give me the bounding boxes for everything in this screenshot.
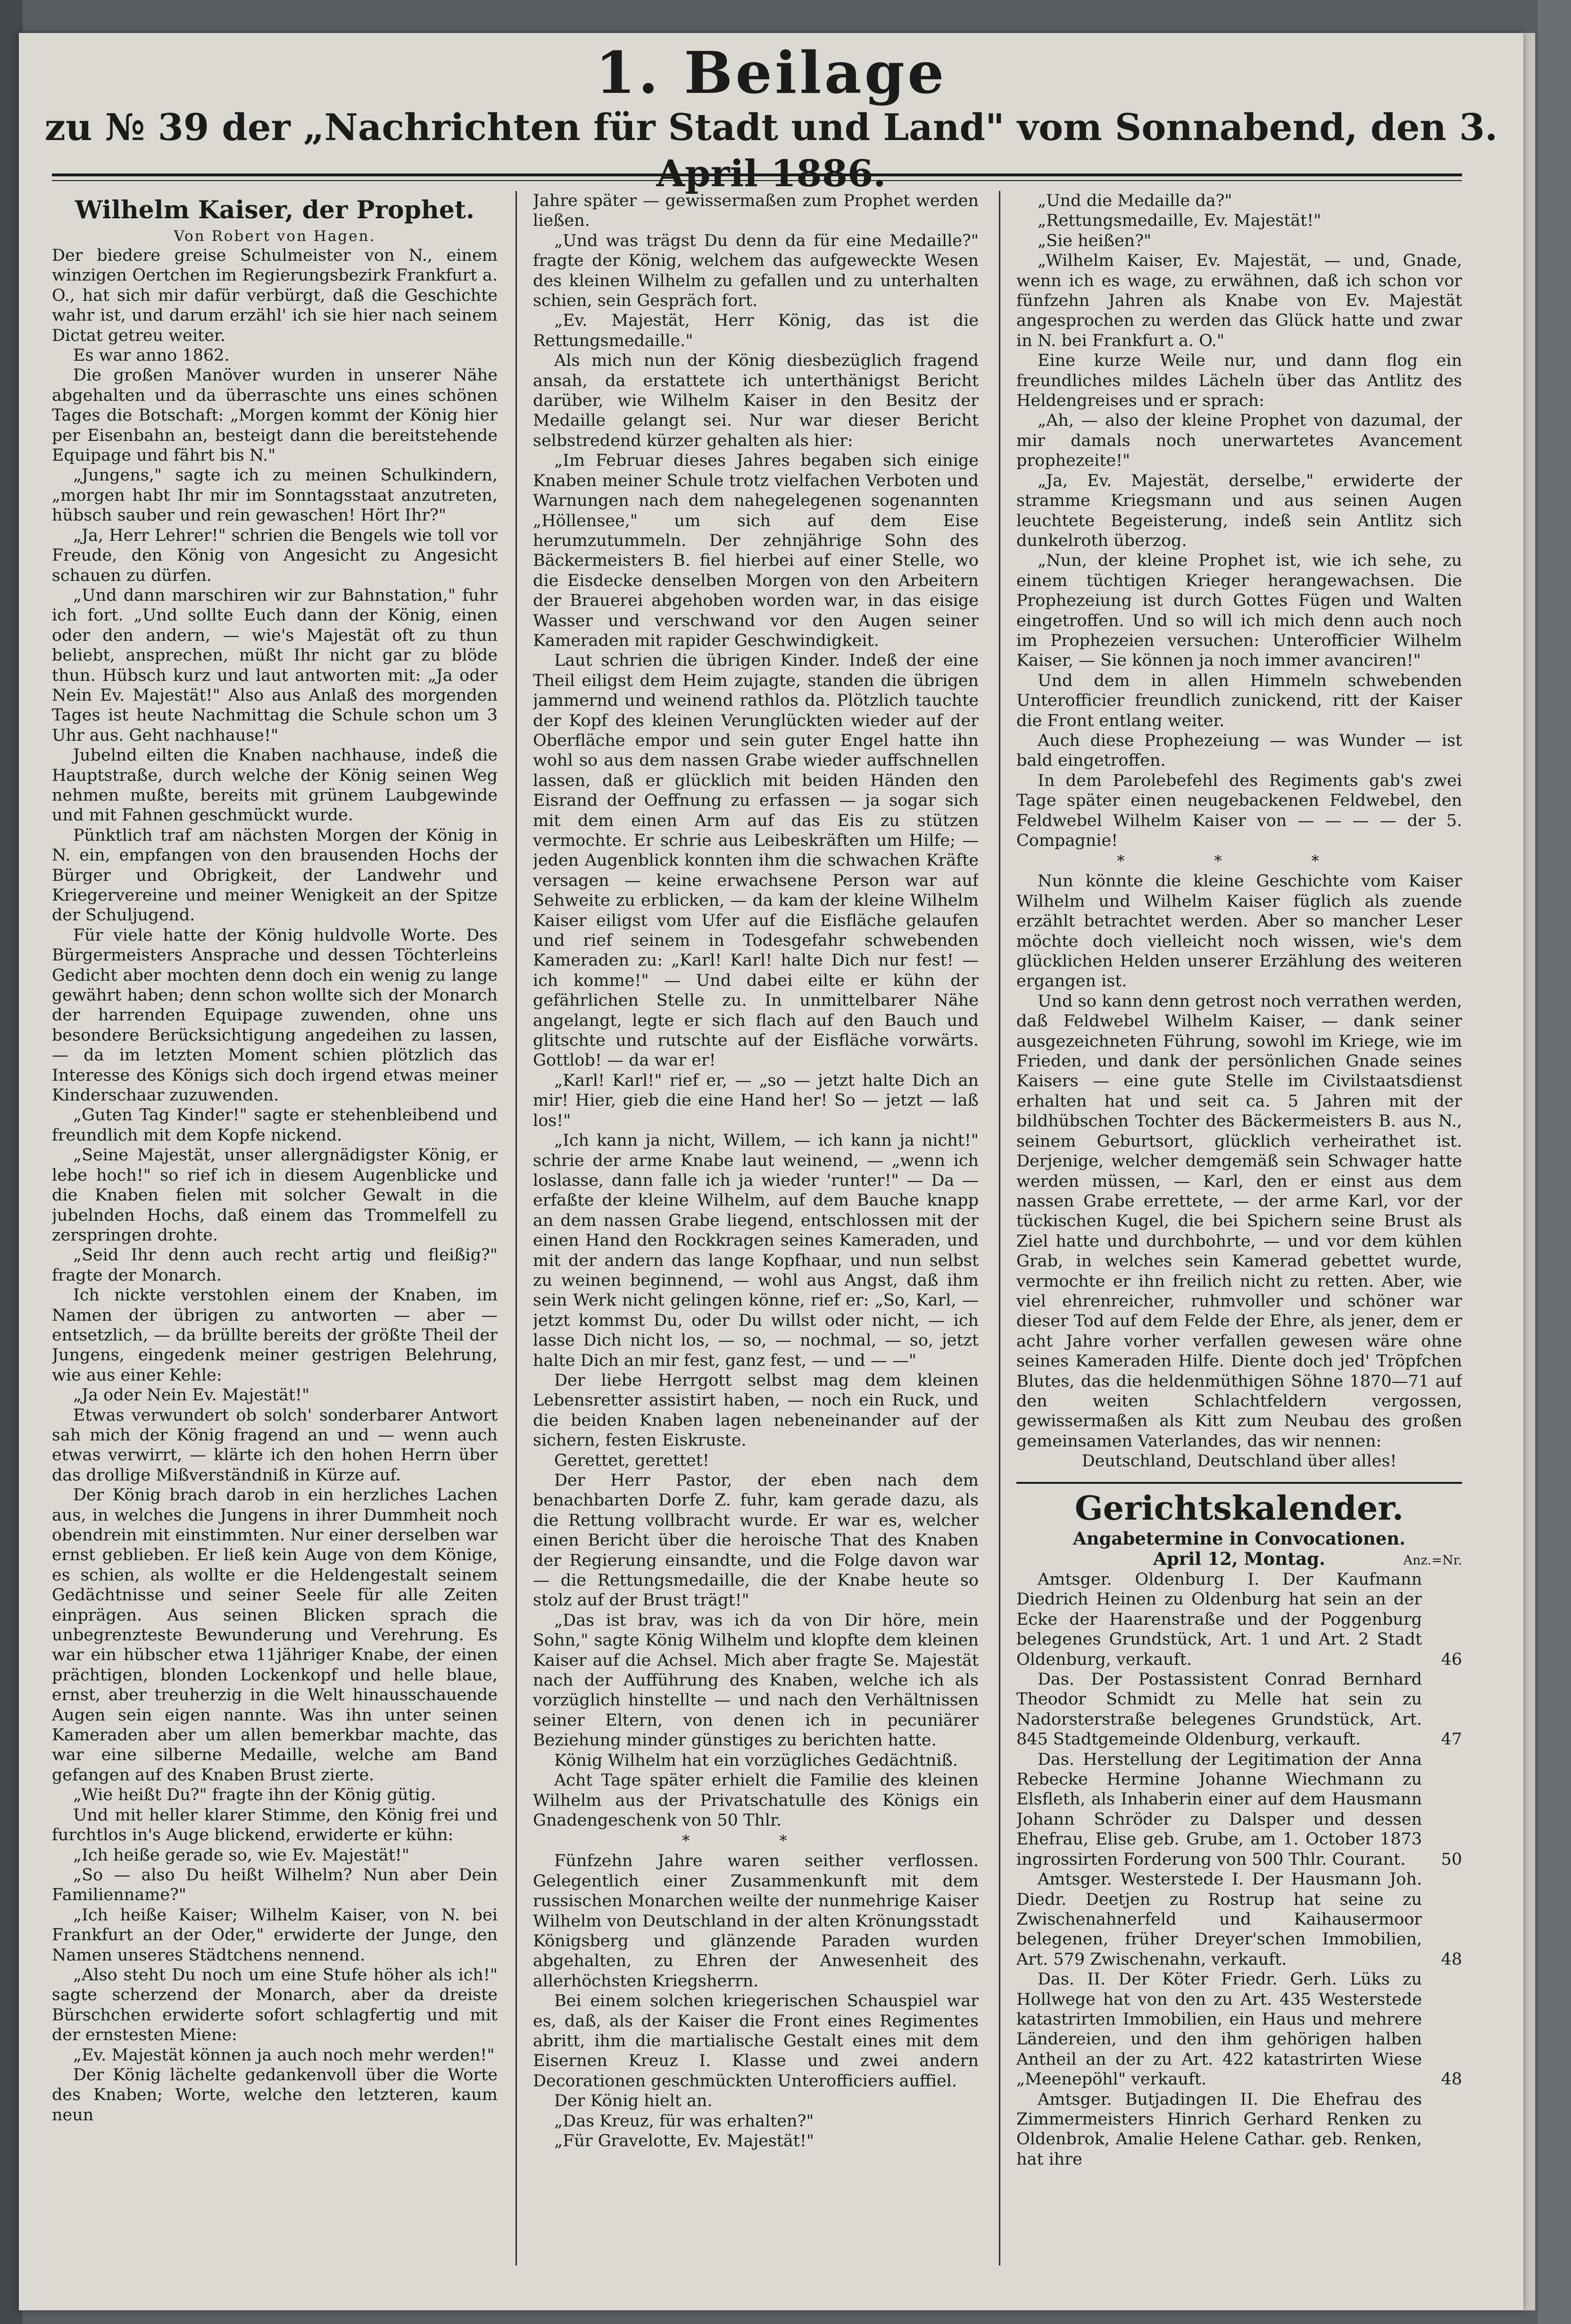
section-separator-stars: * * bbox=[682, 1832, 830, 1850]
paragraph: „Sie heißen?" bbox=[1038, 231, 1152, 250]
paragraph: Die großen Manöver wurden in unserer Nähe abgehalten und da überraschte uns eines schönen Tages die Botschaft: „Morgen kommt der König hier per Eisenbahn an, besteigt dann die bereitstehende Equipage und fährt bis N." bbox=[52, 366, 498, 465]
paragraph: Für viele hatte der König huldvolle Worte. Des Bürgermeisters Ansprache und dessen Töchterleins Gedicht aber mochten denn doch ein wenig zu lange gewährt haben; denn schon wollte sich der Monarch der harrenden Equipage zuwenden, ohne uns besondere Berücksichtigung angedeihen zu lassen, — da im letzten Moment schien plötzlich das Interesse des Königs sich doch irgend etwas meiner Kinderschaar zuzuwenden. bbox=[52, 926, 498, 1105]
supplement-subtitle: zu № 39 der „Nachrichten für Stadt und Land" vom Sonnabend, den 3. April 1886. bbox=[44, 106, 1498, 195]
paragraph: In dem Parolebefehl des Regiments gab's zwei Tage später einen neugebackenen Feldwebel, den Feldwebel Wilhelm Kaiser von — — — — der 5. Compagnie! bbox=[1016, 771, 1462, 850]
column-divider bbox=[515, 191, 517, 2266]
header-rule-thick bbox=[52, 174, 1462, 176]
court-entry-number: 47 bbox=[1441, 1730, 1462, 1749]
paragraph: Bei einem solchen kriegerischen Schauspiel war es, daß, als der Kaiser die Front eines Regimentes abritt, ihm die martialische Gestalt eines mit dem Eisernen Kreuz I. Klasse und zwei andern Decorationen geschmückten Unterofficiers auffiel. bbox=[533, 1992, 979, 2091]
header-rule-thin bbox=[52, 180, 1462, 181]
newspaper-page bbox=[19, 33, 1523, 2310]
paragraph: „Guten Tag Kinder!" sagte er stehenbleibend und freundlich mit dem Kopfe nickend. bbox=[52, 1106, 498, 1145]
supplement-title: 1. Beilage bbox=[595, 39, 947, 107]
page-edge bbox=[1523, 33, 1535, 2310]
paragraph: „Und dann marschiren wir zur Bahnstation," fuhr ich fort. „Und sollte Euch dann der König, einen oder den andern, — wie's Majestät oft zu thun beliebt, ansprechen, müßt Ihr nicht gar zu blöde thun. Hübsch kurz und laut antworten mit: „Ja oder Nein Ev. Majestät!" Also aus Anlaß des morgenden Tages ist heute Nachmittag die Schule schon um 3 Uhr aus. Geht nachhause!" bbox=[52, 586, 498, 745]
section-separator-stars: * * * bbox=[1117, 852, 1362, 870]
paragraph: Laut schrien die übrigen Kinder. Indeß der eine Theil eiligst dem Heim zujagte, standen die übrigen jammernd und weinend rathlos da. Plötzlich tauchte der Kopf des kleinen Verunglückten wieder auf der Oberfläche empor und sein guter Engel hatte ihn wohl so aus dem nassen Grabe wieder auffschnellen lassen, daß er glücklich mit beiden Händen den Eisrand der Oeffnung zu erfassen — ja sogar sich mit dem einen Arm auf das Eis zu stützen vermochte. Er schrie aus Leibeskräften um Hilfe; — jeden Augenblick konnten ihm die schwachen Kräfte versagen — keine erwachsene Person war auf Sehweite zu erblicken, — da kam der kleine Wilhelm Kaiser eiligst vom Ufer auf die Eisfläche gelaufen und rief seinem in Todesgefahr schwebenden Kameraden zu: „Karl! Karl! halte Dich nur fest! — ich komme!" — Und dabei eilte er kühn der gefährlichen Stelle zu. In unmittelbarer Nähe angelangt, legte er sich flach auf den Bauch und glitschte und rutschte auf der Eisfläche vorwärts. Gottlob! — da war er! bbox=[533, 651, 979, 1070]
paragraph: Ich nickte verstohlen einem der Knaben, im Namen der übrigen zu antworten — aber — entsetzlich, — da brüllte bereits der größte Theil der Jungens, eingedenk meiner gestrigen Belehrung, wie aus einer Kehle: bbox=[52, 1286, 498, 1385]
court-entry bbox=[1016, 2090, 1462, 2170]
section-rule bbox=[1016, 1482, 1462, 1484]
paragraph: Der König hielt an. bbox=[554, 2092, 713, 2111]
paragraph: „Und was trägst Du denn da für eine Medaille?" fragte der König, welchem das aufgeweckte Wesen des kleinen Wilhelm zu gefallen und zu unterhalten schien, sein Gespräch fort. bbox=[533, 231, 979, 311]
paragraph: „Ja, Ev. Majestät, derselbe," erwiderte der stramme Kriegsmann und aus seinen Augen leuchtete Begeisterung, indeß sein Antlitz sich dunkelroth überzog. bbox=[1016, 471, 1462, 550]
court-entry bbox=[1016, 1750, 1462, 1869]
paragraph: Pünktlich traf am nächsten Morgen der König in N. ein, empfangen von den brausenden Hochs der Bürger und Obrigkeit, der Landwehr und Kriegervereine und meiner Wenigkeit an der Spitze der Schuljugend. bbox=[52, 826, 498, 925]
court-entry-text: Amtsger. Westerstede I. Der Hausmann Joh. Diedr. Deetjen zu Rostrup hat seine zu Zwischenahnerfeld und Kaihausermoor belegenen, früher Dreyer'schen Immobilien, Art. 579 Zwischenahn, verkauft. bbox=[1016, 1870, 1422, 1969]
court-entry-number: 50 bbox=[1441, 1850, 1462, 1869]
paragraph: Etwas verwundert ob solch' sonderbarer Antwort sah mich der König fragend an und — wenn auch etwas verwirrt, — klärte ich den hohen Herrn über das drollige Mißverständniß in Kürze auf. bbox=[52, 1406, 498, 1485]
paragraph: Und dem in allen Himmeln schwebenden Unterofficier freundlich zunickend, ritt der Kaiser die Front entlang weiter. bbox=[1016, 671, 1462, 730]
column-3 bbox=[1016, 191, 1462, 2275]
gerichtskalender-date: April 12, Montag. bbox=[1153, 1548, 1325, 1569]
paragraph: Der liebe Herrgott selbst mag dem kleinen Lebensretter assistirt haben, — noch ein Ruck, und die beiden Knaben lagen nebeneinander auf der sichern, festen Eiskruste. bbox=[533, 1371, 979, 1450]
scan-right-background bbox=[1538, 0, 1571, 2324]
paragraph: Nun könnte die kleine Geschichte vom Kaiser Wilhelm und Wilhelm Kaiser füglich als zuende erzählt betrachtet werden. Aber so mancher Leser möchte doch vielleicht noch wissen, wie's dem glücklichen Helden unserer Erzählung des weiteren ergangen ist. bbox=[1016, 872, 1462, 991]
anz-nr-label: Anz.=Nr. bbox=[1403, 1553, 1462, 1568]
closing-line: Deutschland, Deutschland über alles! bbox=[1081, 1452, 1397, 1471]
court-entry bbox=[1016, 1570, 1462, 1670]
gerichtskalender-title: Gerichtskalender. bbox=[1074, 1488, 1404, 1528]
paragraph: König Wilhelm hat ein vorzügliches Gedächtniß. bbox=[554, 1751, 958, 1770]
court-entry bbox=[1016, 1969, 1462, 2089]
paragraph: Und mit heller klarer Stimme, den König frei und furchtlos in's Auge blickend, erwiderte er kühn: bbox=[52, 1805, 498, 1845]
paragraph: Es war anno 1862. bbox=[73, 346, 230, 365]
paragraph: „Nun, der kleine Prophet ist, wie ich sehe, zu einem tüchtigen Krieger herangewachsen. Die Prophezeiung ist durch Gottes Fügen und Walten eingetroffen. Und so will ich mich denn auch noch im Prophezeien versuchen: Unterofficier Wilhelm Kaiser, — Sie können ja noch immer avanciren!" bbox=[1016, 551, 1462, 670]
paragraph: „Im Februar dieses Jahres begaben sich einige Knaben meiner Schule trotz vielfachen Verboten und Warnungen nach dem nahegelegenen sogenannten „Höllensee," um sich auf dem Eise herumzutummeln. Der zehnjährige Sohn des Bäckermeisters B. fiel hierbei auf einer Stelle, wo die Eisdecke denselben Morgen von den Arbeitern der Brauerei abgehoben worden war, in das eisige Wasser und verschwand vor den Augen seiner Kameraden mit rapider Geschwindigkeit. bbox=[533, 451, 979, 650]
paragraph: Jahre später — gewissermaßen zum Prophet werden ließen. bbox=[533, 191, 979, 231]
court-entry-number: 48 bbox=[1441, 2070, 1462, 2089]
paragraph: „Wilhelm Kaiser, Ev. Majestät, — und, Gnade, wenn ich es wage, zu erwähnen, daß ich schon vor fünfzehn Jahren als Knabe von Ev. Majestät angesprochen zu werden das Glück hatte und zwar in N. bei Frankfurt a. O." bbox=[1016, 251, 1462, 350]
article-title: Wilhelm Kaiser, der Prophet. bbox=[75, 196, 475, 224]
paragraph: „Ev. Majestät, Herr König, das ist die Rettungsmedaille." bbox=[533, 311, 979, 350]
paragraph: „Karl! Karl!" rief er, — „so — jetzt halte Dich an mir! Hier, gieb die eine Hand her! So — jetzt — laß los!" bbox=[533, 1071, 979, 1130]
court-entry bbox=[1016, 1670, 1462, 1750]
paragraph: Als mich nun der König diesbezüglich fragend ansah, da erstattete ich unterthänigst Bericht darüber, wie Wilhelm Kaiser in den Besitz der Medaille gelangt sei. Nur war dieser Bericht selbstredend kürzer gehalten als hier: bbox=[533, 351, 979, 450]
paragraph: „Ich heiße Kaiser; Wilhelm Kaiser, von N. bei Frankfurt an der Oder," erwiderte der Junge, den Namen unseres Städtchens nennend. bbox=[52, 1905, 498, 1965]
paragraph: Eine kurze Weile nur, und dann flog ein freundliches mildes Lächeln über das Antlitz des Heldengreises und er sprach: bbox=[1016, 351, 1462, 411]
court-entry bbox=[1016, 1869, 1462, 1969]
paragraph: „So — also Du heißt Wilhelm? Nun aber Dein Familienname?" bbox=[52, 1865, 498, 1905]
court-entry-text: Das. Der Postassistent Conrad Bernhard Theodor Schmidt zu Melle hat sein zu Nadorsterstraße belegenes Grundstück, Art. 845 Stadtgemeinde Oldenburg, verkauft. bbox=[1016, 1670, 1422, 1749]
paragraph: Der Herr Pastor, der eben nach dem benachbarten Dorfe Z. fuhr, kam gerade dazu, als die Rettung vollbracht wurde. Er war es, welcher einen Bericht über die heroische That des Knaben der Regierung einsandte, und die Folge davon war — die Rettungsmedaille, die der Knabe heute so stolz auf der Brust trägt!" bbox=[533, 1471, 979, 1610]
paragraph: Jubelnd eilten die Knaben nachhause, indeß die Hauptstraße, durch welche der König seinen Weg nehmen mußte, bereits mit grünem Laubgewinde und mit Fahnen geschmückt wurde. bbox=[52, 746, 498, 825]
paragraph: „Ja oder Nein Ev. Majestät!" bbox=[73, 1386, 310, 1405]
paragraph: Der biedere greise Schulmeister von N., einem winzigen Oertchen im Regierungsbezirk Frankfurt a. O., hat sich mir dafür verbürgt, daß die Geschichte wahr ist, und darum erzähl' ich sie hier nach seinem Dictat getreu weiter. bbox=[52, 246, 498, 345]
article-byline: Von Robert von Hagen. bbox=[174, 228, 376, 245]
court-entry-number: 46 bbox=[1441, 1650, 1462, 1669]
column-1 bbox=[52, 191, 498, 2275]
paragraph: Fünfzehn Jahre waren seither verflossen. Gelegentlich einer Zusammenkunft mit dem russischen Monarchen weilte der nunmehrige Kaiser Wilhelm von Deutschland in der alten Krönungsstadt Königsberg und glänzende Paraden wurden abgehalten, zu Ehren der Anwesenheit des allerhöchsten Kriegsherrn. bbox=[533, 1852, 979, 1991]
court-entry-number: 48 bbox=[1441, 1950, 1462, 1969]
paragraph: Der König brach darob in ein herzliches Lachen aus, in welches die Jungens in ihrer Dummheit noch obendrein mit einstimmten. Nur einer derselben war ernst geblieben. Er ließ kein Auge von dem Könige, es schien, als wollte er die Heldengestalt seinem Gedächtnisse und seiner Seele für alle Zeiten einprägen. Aus seinen Blicken sprach die unbegrenzteste Bewunderung und Verehrung. Es war ein hübscher etwa 11jähriger Knabe, der einen prächtigen, blonden Lockenkopf und helle blaue, ernst, aber treuherzig in die Welt hinausschauende Augen sein eigen nannte. Was ihn unter seinen Kameraden aber um allen bemerkbar machte, das war eine silberne Medaille, welche am Band gefangen auf des Knaben Brust zierte. bbox=[52, 1486, 498, 1785]
column-2 bbox=[533, 191, 979, 2275]
paragraph: „Wie heißt Du?" fragte ihn der König gütig. bbox=[73, 1786, 436, 1805]
paragraph: „Ich kann ja nicht, Willem, — ich kann ja nicht!" schrie der arme Knabe laut weinend, — „wenn ich loslasse, dann falle ich ja wieder 'runter!" — Da — erfaßte der kleine Wilhelm, auf dem Bauche knapp an dem nassen Grabe liegend, entschlossen mit der einen Hand den Rockkragen seines Kameraden, und mit der andern das lange Kopfhaar, und nun selbst zu weinen beginnend, — wohl aus Angst, daß ihm sein Werk nicht gelingen könne, rief er: „So, Karl, — jetzt kommst Du, oder Du willst oder nicht, — ich lasse Dich nicht los, — so, — nochmal, — so, jetzt halte Dich an mir fest, ganz fest, — und — —" bbox=[533, 1131, 979, 1370]
paragraph: Der König lächelte gedankenvoll über die Worte des Knaben; Worte, welche den letzteren, kaum neun bbox=[52, 2065, 498, 2125]
paragraph: Auch diese Prophezeiung — was Wunder — ist bald eingetroffen. bbox=[1016, 731, 1462, 770]
paragraph: „Jungens," sagte ich zu meinen Schulkindern, „morgen habt Ihr mir im Sonntagsstaat anzutreten, hübsch sauber und rein gewaschen! Hört Ihr?" bbox=[52, 466, 498, 525]
paragraph: „Ich heiße gerade so, wie Ev. Majestät!" bbox=[73, 1845, 409, 1865]
court-entry-text: Das. II. Der Köter Friedr. Gerh. Lüks zu Hollwege hat von den zu Art. 435 Westerstede katastrirten Immobilien, ein Haus und mehrere Ländereien, und den ihm gehörigen halben Antheil an der zu Art. 422 katastrirten Wiese „Meenepöhl" verkauft. bbox=[1016, 1970, 1422, 2089]
court-entry-text: Amtsger. Butjadingen II. Die Ehefrau des Zimmermeisters Hinrich Gerhard Renken zu Oldenbrok, Amalie Helene Cathar. geb. Renken, hat ihre bbox=[1016, 2090, 1422, 2169]
paragraph: „Ev. Majestät können ja auch noch mehr werden!" bbox=[73, 2045, 495, 2065]
gerichtskalender-date-row bbox=[1016, 1549, 1462, 1570]
paragraph: „Seid Ihr denn auch recht artig und fleißig?" fragte der Monarch. bbox=[52, 1246, 498, 1285]
paragraph: Und so kann denn getrost noch verrathen werden, daß Feldwebel Wilhelm Kaiser, — dank seiner ausgezeichneten Führung, sowohl im Kriege, wie im Frieden, und dank der persönlichen Gnade seines Kaisers — eine gute Stelle im Civilstaatsdienst erhalten hat und seit ca. 5 Jahren mit der bildhübschen Tochter des Bäckermeisters B. aus N., seinem Geburtsort, glücklich verheirathet ist. Derjenige, welcher demgemäß sein Schwager hatte werden müssen, — Karl, den er einst aus dem nassen Grabe errettete, — der arme Karl, vor der tückischen Kugel, die bei Spichern seine Brust als Ziel hatte und durchbohrte, — und vor dem kühlen Grab, in welches sein Kamerad gebettet wurde, vermochte er ihn freilich nicht zu retten. Aber, wie viel ehrenreicher, ruhmvoller und schöner war dieser Tod auf dem Felde der Ehre, als jener, dem er acht Jahre vorher verfallen gewesen wäre ohne seines Kameraden Hilfe. Diente doch jed' Tröpfchen Blutes, das die heldenmüthigen Söhne 1870—71 auf den weiten Schlachtfeldern vergossen, gewissermaßen als Kitt zum Neubau des großen gemeinsamen Vaterlandes, das wir nennen: bbox=[1016, 992, 1462, 1451]
paragraph: „Rettungsmedaille, Ev. Majestät!" bbox=[1038, 211, 1322, 231]
paragraph: „Seine Majestät, unser allergnädigster König, er lebe hoch!" so rief ich in diesem Augenblicke und die Knaben fielen mit solcher Gewalt in die jubelnden Hochs, daß einem das Trommelfell zu zerspringen drohte. bbox=[52, 1146, 498, 1245]
paragraph: „Für Gravelotte, Ev. Majestät!" bbox=[554, 2132, 815, 2150]
gerichtskalender-subtitle: Angabetermine in Convocationen. bbox=[1072, 1528, 1406, 1549]
paragraph: „Ja, Herr Lehrer!" schrien die Bengels wie toll vor Freude, den König von Angesicht zu Angesicht schauen zu dürfen. bbox=[52, 526, 498, 585]
paragraph: „Ah, — also der kleine Prophet von dazumal, der mir damals noch unerwartetes Avancement prophezeite!" bbox=[1016, 411, 1462, 471]
court-entry-text: Amtsger. Oldenburg I. Der Kaufmann Diedrich Heinen zu Oldenburg hat sein an der Ecke der Haarenstraße und der Poggenburg belegenes Grundstück, Art. 1 und Art. 2 Stadt Oldenburg, verkauft. bbox=[1016, 1570, 1422, 1669]
paragraph: Gerettet, gerettet! bbox=[554, 1451, 709, 1470]
paragraph: „Und die Medaille da?" bbox=[1038, 191, 1232, 210]
paragraph: „Das ist brav, was ich da von Dir höre, mein Sohn," sagte König Wilhelm und klopfte dem kleinen Kaiser auf die Achsel. Mich aber fragte Se. Majestät nach der Aufführung des Knaben, welche ich als vorzüglich hinstellte — und nach den Verhältnissen seiner Eltern, von denen ich in pecuniärer Beziehung minder günstiges zu berichten hatte. bbox=[533, 1611, 979, 1750]
paragraph: „Also steht Du noch um eine Stufe höher als ich!" sagte scherzend der Monarch, aber da dreiste Bürschchen erwiderte sofort schlagfertig und mit der ernstesten Miene: bbox=[52, 1965, 498, 2045]
column-divider bbox=[999, 191, 1000, 2266]
paragraph: Acht Tage später erhielt die Familie des kleinen Wilhelm aus der Privatschatulle des Königs ein Gnadengeschenk von 50 Thlr. bbox=[533, 1771, 979, 1830]
paragraph: „Das Kreuz, für was erhalten?" bbox=[554, 2111, 814, 2131]
court-entry-text: Das. Herstellung der Legitimation der Anna Rebecke Hermine Johanne Wiechmann zu Elsfleth, als Inhaberin einer auf dem Hausmann Johann Schröder zu Dalsper und dessen Ehefrau, Elise geb. Grube, am 1. October 1873 ingrossirten Forderung von 500 Thlr. Courant. bbox=[1016, 1750, 1422, 1869]
